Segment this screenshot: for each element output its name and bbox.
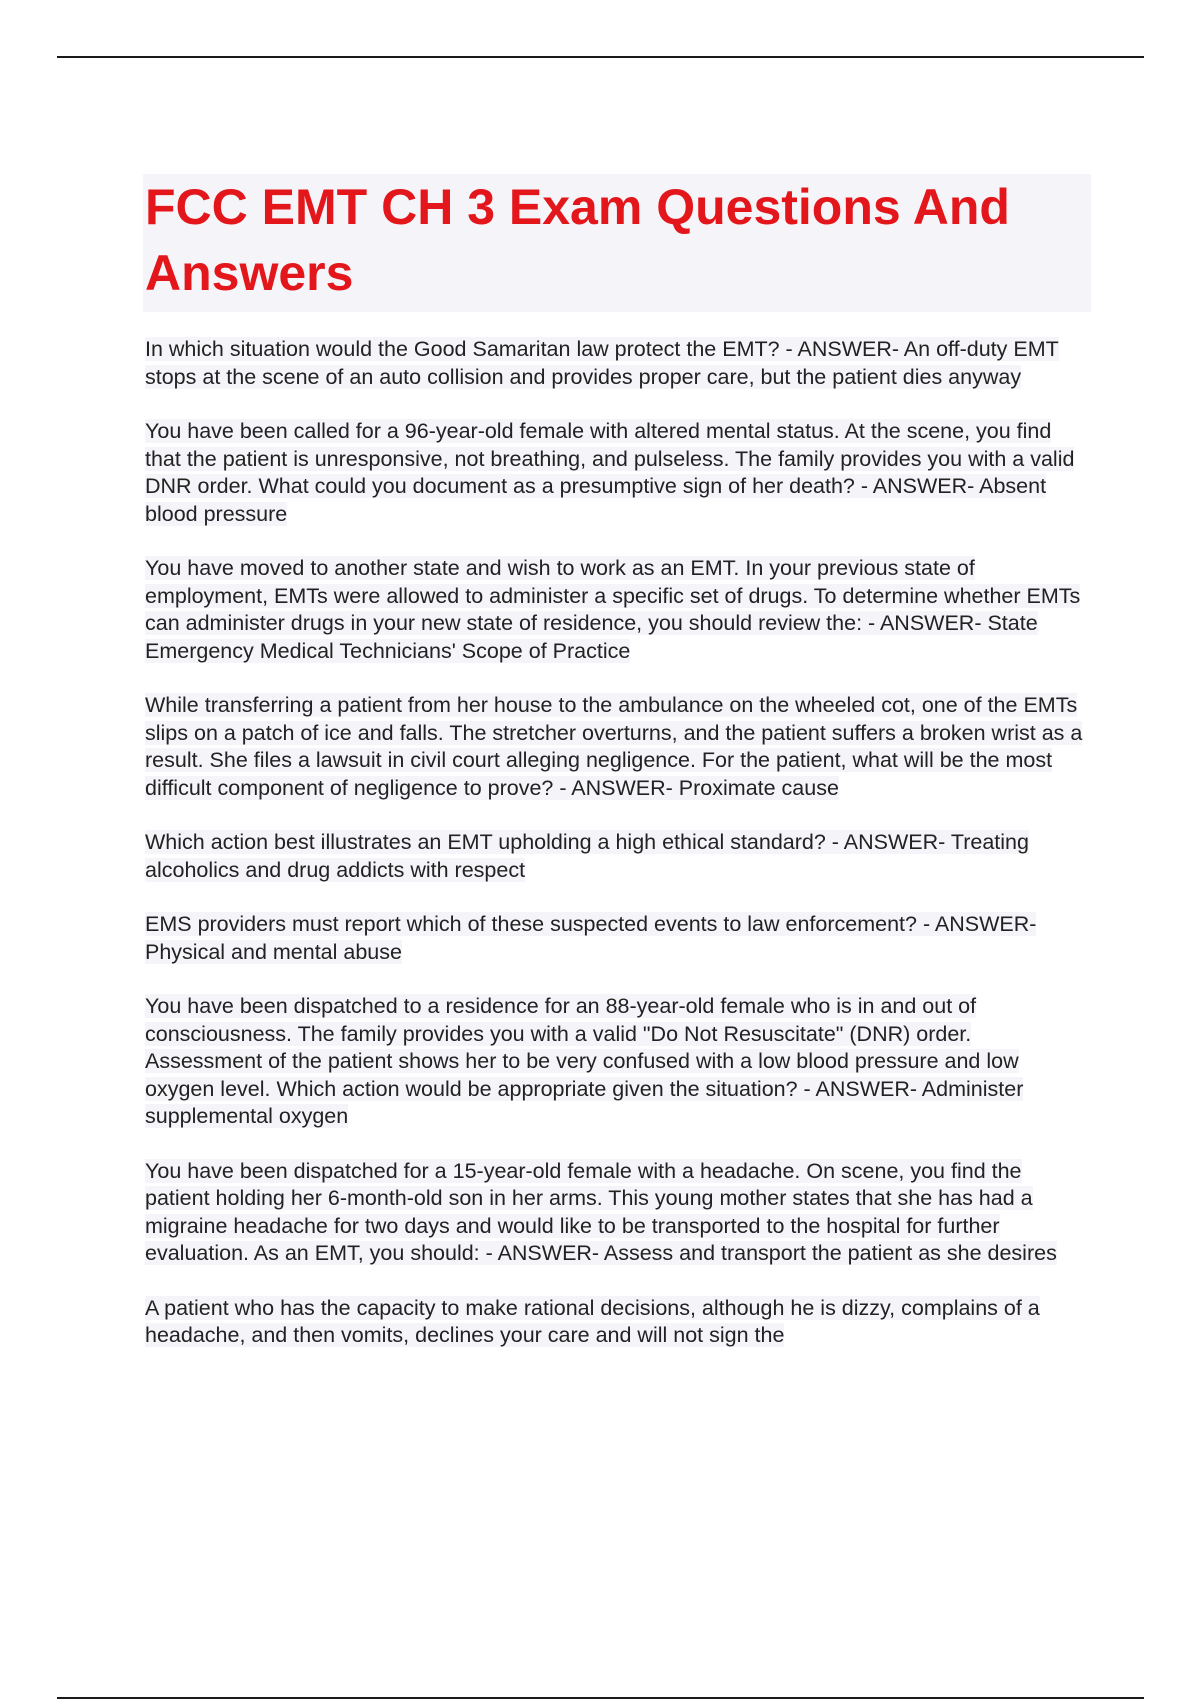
title-block bbox=[143, 174, 1091, 312]
qa-item bbox=[145, 1295, 1091, 1350]
qa-item bbox=[145, 829, 1091, 884]
qa-text: While transferring a patient from her house to the ambulance on the wheeled cot, one of the EMTs slips on a patch of ice and falls. The stretcher overturns, and the patient suffers a broken wrist as a result. She files a lawsuit in civil court alleging negligence. For the patient, what will be the most difficult component of negligence to prove? - ANSWER- Proximate cause bbox=[145, 693, 1083, 800]
qa-text: You have been called for a 96-year-old female with altered mental status. At the scene, you find that the patient is unresponsive, not breathing, and pulseless. The family provides you with a valid DNR order. What could you document as a presumptive sign of her death? - ANSWER- Absent blood pressure bbox=[145, 419, 1075, 526]
bottom-rule bbox=[57, 1697, 1144, 1699]
qa-item bbox=[145, 692, 1091, 802]
qa-text: You have moved to another state and wish to work as an EMT. In your previous state of employment, EMTs were allowed to administer a specific set of drugs. To determine whether EMTs can administer drugs in your new state of residence, you should review the: - ANSWER- State Emergency Medical Technicians' Scope of Practice bbox=[145, 556, 1081, 663]
qa-item bbox=[145, 1158, 1091, 1268]
qa-text: A patient who has the capacity to make rational decisions, although he is dizzy, complains of a headache, and then vomits, declines your care and will not sign the bbox=[145, 1295, 1040, 1347]
qa-item bbox=[145, 911, 1091, 966]
qa-item bbox=[145, 555, 1091, 665]
document-title: FCC EMT CH 3 Exam Questions And Answers bbox=[145, 179, 1010, 301]
qa-item bbox=[145, 336, 1091, 391]
qa-text: You have been dispatched for a 15-year-old female with a headache. On scene, you find the patient holding her 6-month-old son in her arms. This young mother states that she has had a migraine headache for two days and would like to be transported to the hospital for further evaluation. As an EMT, you should: - ANSWER- Assess and transport the patient as she desires bbox=[145, 1158, 1057, 1265]
qa-text: In which situation would the Good Samaritan law protect the EMT? - ANSWER- An off-duty EMT stops at the scene of an auto collision and provides proper care, but the patient dies anyway bbox=[145, 337, 1059, 389]
qa-text: EMS providers must report which of these suspected events to law enforcement? - ANSWER- Physical and mental abuse bbox=[145, 912, 1037, 964]
qa-text: Which action best illustrates an EMT upholding a high ethical standard? - ANSWER- Treating alcoholics and drug addicts with respect bbox=[145, 830, 1029, 882]
qa-item bbox=[145, 993, 1091, 1131]
qa-list bbox=[145, 336, 1091, 1350]
top-rule bbox=[57, 56, 1144, 58]
qa-text: You have been dispatched to a residence for an 88-year-old female who is in and out of consciousness. The family provides you with a valid "Do Not Resuscitate" (DNR) order. Assessment of the patient shows her to be very confused with a low blood pressure and low oxygen level. Which action would be appropriate given the situation? - ANSWER- Administer supplemental oxygen bbox=[145, 994, 1024, 1128]
qa-item bbox=[145, 418, 1091, 528]
document-body bbox=[145, 174, 1091, 1377]
